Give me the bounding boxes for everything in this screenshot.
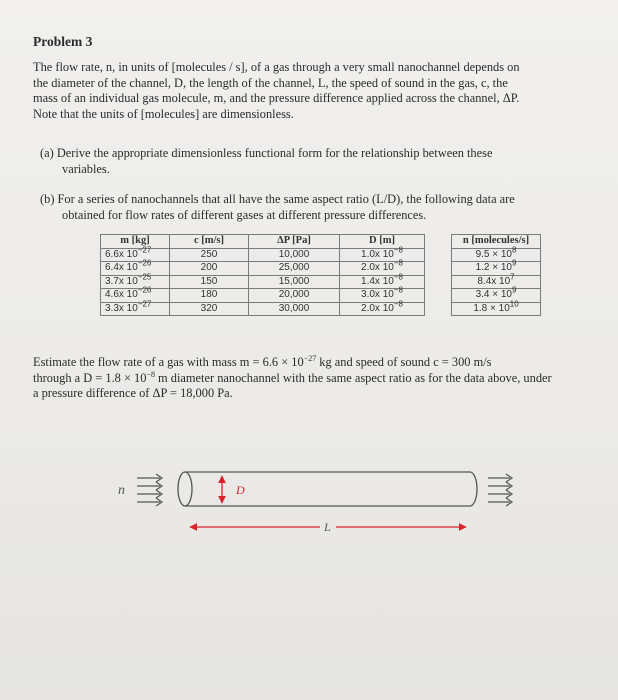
intro-line: The flow rate, n, in units of [molecules / s], of a gas through a very small nanochannel depends on bbox=[33, 60, 520, 74]
cell-speed: 200 bbox=[170, 262, 249, 276]
cell-pressure: 15,000 bbox=[249, 275, 340, 289]
cell-diameter: 3.0x $10^{-8}$ bbox=[340, 289, 425, 303]
cell-pressure: 10,000 bbox=[249, 248, 340, 262]
cell-speed: 250 bbox=[170, 248, 249, 262]
inlet-flow-arrows bbox=[137, 474, 162, 506]
cell-diameter: 2.0x $10^{-8}$ bbox=[340, 262, 425, 276]
length-label: L bbox=[324, 520, 331, 534]
part-a-line: variables. bbox=[62, 161, 110, 176]
outlet-flow-arrows bbox=[488, 474, 512, 506]
cell-pressure: 25,000 bbox=[249, 262, 340, 276]
channel-tube bbox=[178, 472, 477, 506]
part-a-line: (a) Derive the appropriate dimensionless functional form for the relationship between these bbox=[40, 146, 493, 160]
diameter-label: D bbox=[236, 483, 245, 497]
estimate-line: through a $D = 1.8 \times 10^{-8}$ m diameter nanochannel with the same aspect ratio as for the data above, under bbox=[33, 369, 552, 385]
cell-flow-rate: $1.2 \times 10^9$ bbox=[452, 262, 541, 276]
cell-mass: 6.4x $10^{-26}$ bbox=[101, 262, 170, 276]
intro-line: Note that the units of [molecules] are dimensionless. bbox=[33, 106, 294, 121]
part-b-line: (b) For a series of nanochannels that all have the same aspect ratio (L/D), the following data are bbox=[40, 192, 515, 206]
cell-flow-rate: 8.4x $10^7$ bbox=[452, 275, 541, 289]
cell-pressure: 20,000 bbox=[249, 289, 340, 303]
cell-mass: 3.7x $10^{-25}$ bbox=[101, 275, 170, 289]
header-pressure: ΔP [Pa] bbox=[249, 235, 340, 249]
problem-title: Problem 3 bbox=[33, 34, 93, 49]
intro-line: mass of an individual gas molecule, m, and the pressure difference applied across the channel, ΔP. bbox=[33, 91, 520, 105]
part-b-line: obtained for flow rates of different gases at different pressure differences. bbox=[62, 207, 427, 222]
header-diameter: D [m] bbox=[340, 235, 425, 249]
header-flow-rate: n [molecules/s] bbox=[452, 235, 541, 249]
cell-mass: 6.6x $10^{-27}$ bbox=[101, 248, 170, 262]
estimate-line: Estimate the flow rate of a gas with mass $m = 6.6 \times 10^{-27}$ kg and speed of sound c = 300 m/s bbox=[33, 353, 492, 369]
cell-mass: 3.3x $10^{-27}$ bbox=[101, 302, 170, 316]
header-speed: c [m/s] bbox=[170, 235, 249, 249]
cell-flow-rate: $3.4 \times 10^9$ bbox=[452, 289, 541, 303]
cell-speed: 320 bbox=[170, 302, 249, 316]
cell-diameter: 1.0x $10^{-8}$ bbox=[340, 248, 425, 262]
cell-pressure: 30,000 bbox=[249, 302, 340, 316]
cell-speed: 180 bbox=[170, 289, 249, 303]
header-mass: m [kg] bbox=[101, 235, 170, 249]
cell-mass: 4.6x $10^{-26}$ bbox=[101, 289, 170, 303]
cell-diameter: 2.0x $10^{-8}$ bbox=[340, 302, 425, 316]
cell-flow-rate: $1.8 \times 10^{10}$ bbox=[452, 302, 541, 316]
intro-line: the diameter of the channel, D, the length of the channel, L, the speed of sound in the gas, c, the bbox=[33, 75, 508, 90]
estimate-line: a pressure difference of ΔP = 18,000 Pa. bbox=[33, 386, 233, 400]
cell-diameter: 1.4x $10^{-8}$ bbox=[340, 275, 425, 289]
flow-rate-label: n bbox=[118, 483, 125, 498]
cell-speed: 150 bbox=[170, 275, 249, 289]
cell-flow-rate: $9.5 \times 10^8$ bbox=[452, 248, 541, 262]
